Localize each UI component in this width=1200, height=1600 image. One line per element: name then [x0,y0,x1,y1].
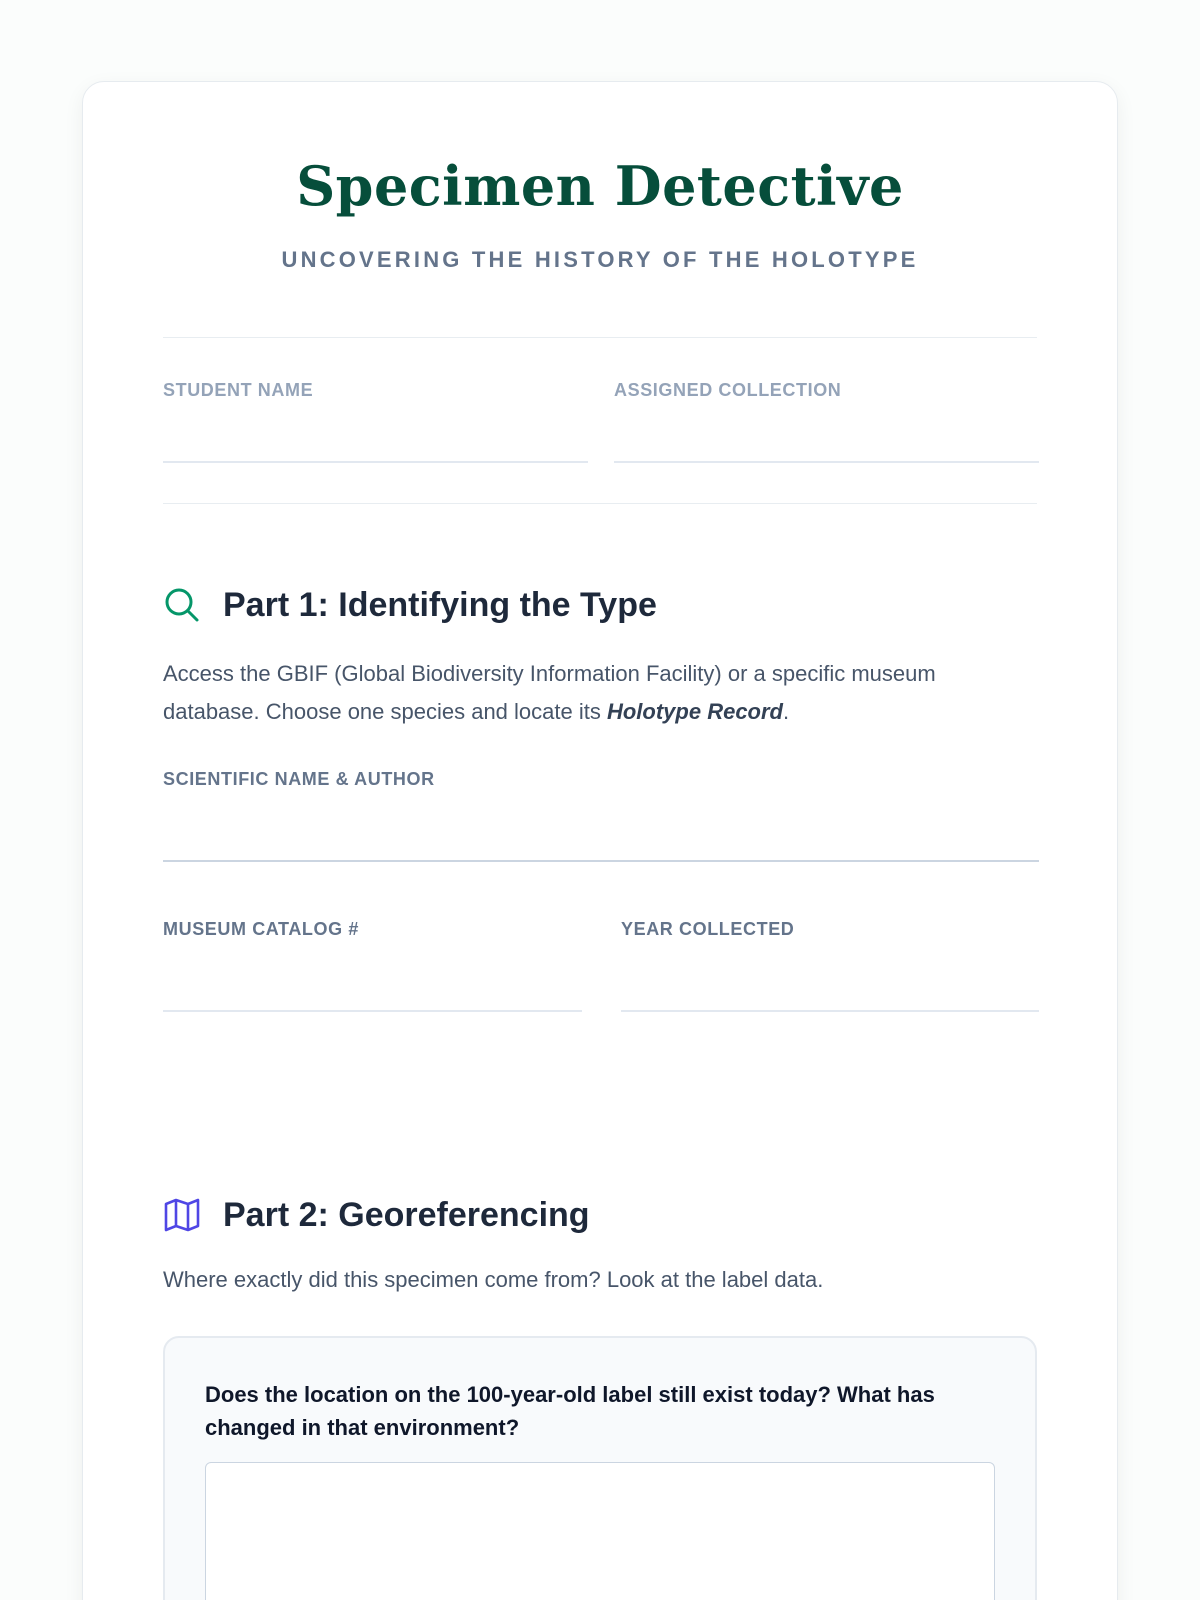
student-name-field[interactable] [163,423,588,463]
georeferencing-question-box [163,1336,1037,1600]
year-collected-label: YEAR COLLECTED [621,919,795,939]
museum-catalog-field[interactable] [163,972,582,1012]
search-icon [163,585,203,625]
divider-student-info [163,503,1037,504]
part1-header [163,583,657,627]
part1-instructions-text: Access the GBIF (Global Biodiversity Information Facility) or a specific museum database. Choose one species and locate its [163,661,936,724]
scientific-name-label: SCIENTIFIC NAME & AUTHOR [163,769,435,789]
georeferencing-question: Does the location on the 100-year-old label still exist today? What has changed in that environment? [205,1382,935,1440]
divider-top [163,337,1037,338]
holotype-record-emphasis: Holotype Record [606,699,783,724]
page-title: Specimen Detective [296,154,904,218]
part1-title: Part 1: Identifying the Type [223,585,657,624]
museum-catalog-label: MUSEUM CATALOG # [163,919,359,939]
part2-title: Part 2: Georeferencing [223,1195,590,1234]
part2-header [163,1193,590,1237]
part1-instructions-end: . [783,699,790,724]
assigned-collection-field[interactable] [614,423,1039,463]
page-subtitle: UNCOVERING THE HISTORY OF THE HOLOTYPE [281,247,919,272]
worksheet-card [82,81,1118,1600]
georeferencing-answer-field[interactable] [205,1462,995,1600]
student-name-label: STUDENT NAME [163,380,314,400]
assigned-collection-label: ASSIGNED COLLECTION [614,380,842,400]
scientific-name-field[interactable] [163,822,1039,862]
part2-instructions: Where exactly did this specimen come from? Look at the label data. [163,1267,824,1292]
map-icon [163,1195,203,1235]
year-collected-field[interactable] [621,972,1039,1012]
part1-instructions [163,655,1037,731]
